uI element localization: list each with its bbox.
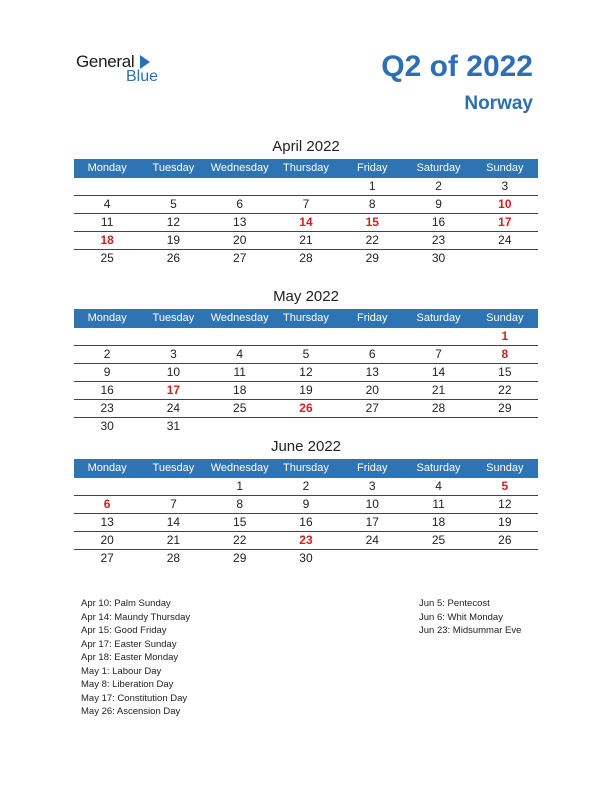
day-cell: 7 bbox=[302, 197, 310, 211]
weekday-label: Wednesday bbox=[210, 462, 269, 474]
day-cell: 24 bbox=[365, 533, 379, 547]
day-cell: 7 bbox=[435, 347, 442, 361]
day-cell: 9 bbox=[302, 497, 310, 511]
weekday-label: Friday bbox=[356, 312, 388, 324]
day-cell: 19 bbox=[166, 233, 181, 247]
holiday-list-item: May 1: Labour Day bbox=[81, 665, 162, 677]
day-cell: 8 bbox=[236, 497, 244, 511]
weekday-label: Monday bbox=[87, 462, 127, 474]
day-cell: 29 bbox=[498, 401, 512, 415]
weekday-label: Sunday bbox=[486, 462, 524, 474]
logo bbox=[76, 52, 176, 92]
day-cell: 27 bbox=[233, 251, 247, 265]
day-cell: 3 bbox=[170, 347, 177, 361]
day-cell: 21 bbox=[299, 233, 313, 247]
weekday-label: Tuesday bbox=[152, 462, 195, 474]
day-cell: 11 bbox=[100, 215, 114, 229]
week-row bbox=[74, 418, 538, 435]
day-cell bbox=[74, 478, 140, 495]
day-cell bbox=[339, 328, 405, 345]
day-cell: 24 bbox=[166, 401, 181, 415]
holiday-day-cell: 17 bbox=[498, 215, 512, 229]
day-cell: 3 bbox=[501, 179, 509, 193]
holiday-list-item: Apr 15: Good Friday bbox=[81, 625, 167, 636]
weekday-label: Tuesday bbox=[152, 162, 195, 174]
weekday-label: Thursday bbox=[283, 162, 329, 174]
holiday-list-item: Apr 14: Maundy Thursday bbox=[81, 611, 191, 623]
holiday-list-item: Jun 23: Midsummar Eve bbox=[419, 625, 522, 636]
day-cell: 9 bbox=[103, 365, 111, 379]
day-cell: 29 bbox=[365, 251, 379, 265]
day-cell: 3 bbox=[368, 479, 376, 493]
day-cell bbox=[207, 178, 273, 195]
day-cell: 5 bbox=[170, 197, 177, 211]
day-cell: 12 bbox=[166, 215, 181, 229]
holiday-list-item: Apr 10: Palm Sunday bbox=[81, 598, 171, 609]
day-cell: 14 bbox=[166, 515, 181, 529]
day-cell: 2 bbox=[103, 347, 111, 361]
weekday-label: Saturday bbox=[416, 462, 461, 474]
holiday-day-cell: 10 bbox=[498, 197, 512, 211]
holiday-list-item: Apr 17: Easter Sunday bbox=[81, 638, 177, 650]
day-cell: 10 bbox=[166, 365, 181, 379]
day-cell bbox=[140, 478, 206, 495]
day-cell: 4 bbox=[236, 347, 244, 361]
day-cell bbox=[207, 328, 273, 345]
day-cell: 4 bbox=[103, 197, 111, 211]
day-cell bbox=[273, 178, 339, 195]
day-cell: 29 bbox=[233, 551, 247, 565]
weekday-label: Monday bbox=[87, 162, 127, 174]
week-row bbox=[74, 250, 538, 267]
weekday-label: Thursday bbox=[283, 312, 329, 324]
week-row bbox=[74, 328, 538, 346]
day-cell: 20 bbox=[233, 233, 247, 247]
day-cell bbox=[405, 550, 471, 567]
weekday-header bbox=[74, 159, 538, 178]
holiday-list-item: Jun 6: Whit Monday bbox=[419, 611, 503, 623]
holiday-list-left bbox=[81, 597, 190, 719]
week-row bbox=[74, 550, 538, 567]
day-cell: 20 bbox=[365, 383, 379, 397]
week-row bbox=[74, 532, 538, 550]
day-cell: 23 bbox=[100, 401, 114, 415]
weekday-label: Saturday bbox=[416, 162, 461, 174]
day-cell bbox=[472, 418, 538, 435]
weekday-label: Monday bbox=[87, 312, 127, 324]
holiday-day-cell: 5 bbox=[501, 479, 509, 493]
day-cell bbox=[339, 418, 405, 435]
day-cell: 15 bbox=[233, 515, 247, 529]
weekday-header bbox=[74, 459, 538, 478]
day-cell: 2 bbox=[302, 479, 310, 493]
weekday-label: Wednesday bbox=[210, 162, 269, 174]
holiday-list-item: May 26: Ascension Day bbox=[81, 706, 181, 717]
day-cell: 4 bbox=[435, 479, 442, 493]
holiday-day-cell: 8 bbox=[501, 347, 509, 361]
day-cell: 30 bbox=[299, 551, 313, 565]
page-title: Q2 of 2022 bbox=[381, 50, 533, 83]
week-row bbox=[74, 178, 538, 196]
day-cell: 21 bbox=[166, 533, 181, 547]
day-cell: 30 bbox=[431, 251, 446, 265]
day-cell: 6 bbox=[236, 197, 244, 211]
day-cell: 28 bbox=[299, 251, 313, 265]
day-cell: 28 bbox=[166, 551, 181, 565]
day-cell: 28 bbox=[431, 401, 446, 415]
day-cell bbox=[405, 418, 471, 435]
day-cell bbox=[273, 418, 339, 435]
holiday-day-cell: 23 bbox=[299, 533, 313, 547]
day-cell bbox=[405, 328, 471, 345]
day-cell: 14 bbox=[431, 365, 446, 379]
weekday-label: Friday bbox=[356, 162, 388, 174]
day-cell: 22 bbox=[233, 533, 247, 547]
weekday-label: Saturday bbox=[416, 312, 461, 324]
day-cell: 6 bbox=[368, 347, 376, 361]
day-cell: 15 bbox=[498, 365, 512, 379]
week-row bbox=[74, 364, 538, 382]
day-cell: 18 bbox=[431, 515, 446, 529]
week-row bbox=[74, 346, 538, 364]
day-cell: 18 bbox=[233, 383, 247, 397]
holiday-list-item: May 17: Constitution Day bbox=[81, 692, 188, 704]
holiday-list-item: Jun 5: Pentecost bbox=[419, 598, 490, 609]
weekday-label: Sunday bbox=[486, 312, 524, 324]
day-cell bbox=[472, 250, 538, 267]
day-cell bbox=[273, 328, 339, 345]
day-cell: 26 bbox=[166, 251, 181, 265]
logo-word-general: General bbox=[76, 52, 135, 71]
holiday-list-right bbox=[419, 597, 521, 638]
day-cell: 10 bbox=[365, 497, 379, 511]
day-cell: 12 bbox=[498, 497, 512, 511]
day-cell: 16 bbox=[299, 515, 313, 529]
holiday-list-item: Apr 18: Easter Monday bbox=[81, 652, 179, 663]
weekday-label: Wednesday bbox=[210, 312, 269, 324]
week-row bbox=[74, 196, 538, 214]
day-cell: 31 bbox=[166, 419, 181, 433]
holiday-day-cell: 15 bbox=[365, 215, 379, 229]
week-row bbox=[74, 478, 538, 496]
week-row bbox=[74, 400, 538, 418]
day-cell: 9 bbox=[435, 197, 442, 211]
day-cell: 23 bbox=[431, 233, 446, 247]
month-june bbox=[74, 436, 538, 567]
day-cell bbox=[74, 178, 140, 195]
day-cell: 8 bbox=[368, 197, 376, 211]
month-may bbox=[74, 286, 538, 435]
day-cell bbox=[472, 550, 538, 567]
day-cell bbox=[140, 328, 206, 345]
holiday-list-item: May 8: Liberation Day bbox=[81, 679, 174, 690]
day-cell: 27 bbox=[365, 401, 379, 415]
day-cell: 13 bbox=[365, 365, 379, 379]
day-cell: 25 bbox=[431, 533, 446, 547]
holiday-day-cell: 14 bbox=[299, 215, 313, 229]
day-cell: 7 bbox=[170, 497, 177, 511]
day-cell: 16 bbox=[431, 215, 446, 229]
day-cell bbox=[140, 178, 206, 195]
day-cell: 22 bbox=[498, 383, 512, 397]
day-cell: 27 bbox=[100, 551, 114, 565]
day-cell: 16 bbox=[100, 383, 114, 397]
holiday-day-cell: 18 bbox=[100, 233, 114, 247]
day-cell: 11 bbox=[233, 365, 246, 379]
holiday-day-cell: 1 bbox=[501, 329, 509, 343]
week-row bbox=[74, 382, 538, 400]
day-cell: 2 bbox=[435, 179, 442, 193]
logo-word-blue: Blue bbox=[126, 68, 159, 85]
day-cell: 22 bbox=[365, 233, 379, 247]
day-cell: 25 bbox=[233, 401, 247, 415]
day-cell: 11 bbox=[432, 497, 445, 511]
week-row bbox=[74, 214, 538, 232]
week-row bbox=[74, 514, 538, 532]
holiday-day-cell: 26 bbox=[299, 401, 313, 415]
day-cell: 19 bbox=[299, 383, 313, 397]
logo-flag-icon bbox=[140, 55, 150, 69]
day-cell: 5 bbox=[302, 347, 310, 361]
holiday-day-cell: 6 bbox=[103, 497, 111, 511]
weekday-header bbox=[74, 309, 538, 328]
weekday-label: Tuesday bbox=[152, 312, 195, 324]
day-cell: 26 bbox=[498, 533, 512, 547]
month-title: May 2022 bbox=[273, 288, 339, 305]
week-row bbox=[74, 496, 538, 514]
day-cell: 21 bbox=[431, 383, 446, 397]
day-cell bbox=[339, 550, 405, 567]
day-cell: 1 bbox=[368, 179, 376, 193]
month-title: June 2022 bbox=[270, 438, 342, 455]
day-cell: 1 bbox=[236, 479, 244, 493]
day-cell: 12 bbox=[299, 365, 313, 379]
holiday-day-cell: 17 bbox=[166, 383, 181, 397]
page-subtitle: Norway bbox=[464, 93, 533, 114]
day-cell bbox=[207, 418, 273, 435]
weekday-label: Sunday bbox=[486, 162, 524, 174]
day-cell: 13 bbox=[233, 215, 247, 229]
day-cell: 30 bbox=[100, 419, 114, 433]
day-cell bbox=[74, 328, 140, 345]
day-cell: 25 bbox=[100, 251, 114, 265]
day-cell: 17 bbox=[365, 515, 379, 529]
week-row bbox=[74, 232, 538, 250]
day-cell: 19 bbox=[498, 515, 512, 529]
month-title: April 2022 bbox=[272, 138, 340, 155]
weekday-label: Thursday bbox=[283, 462, 329, 474]
day-cell: 24 bbox=[498, 233, 512, 247]
month-april bbox=[74, 136, 538, 267]
day-cell: 20 bbox=[100, 533, 114, 547]
day-cell: 13 bbox=[100, 515, 114, 529]
weekday-label: Friday bbox=[356, 462, 388, 474]
